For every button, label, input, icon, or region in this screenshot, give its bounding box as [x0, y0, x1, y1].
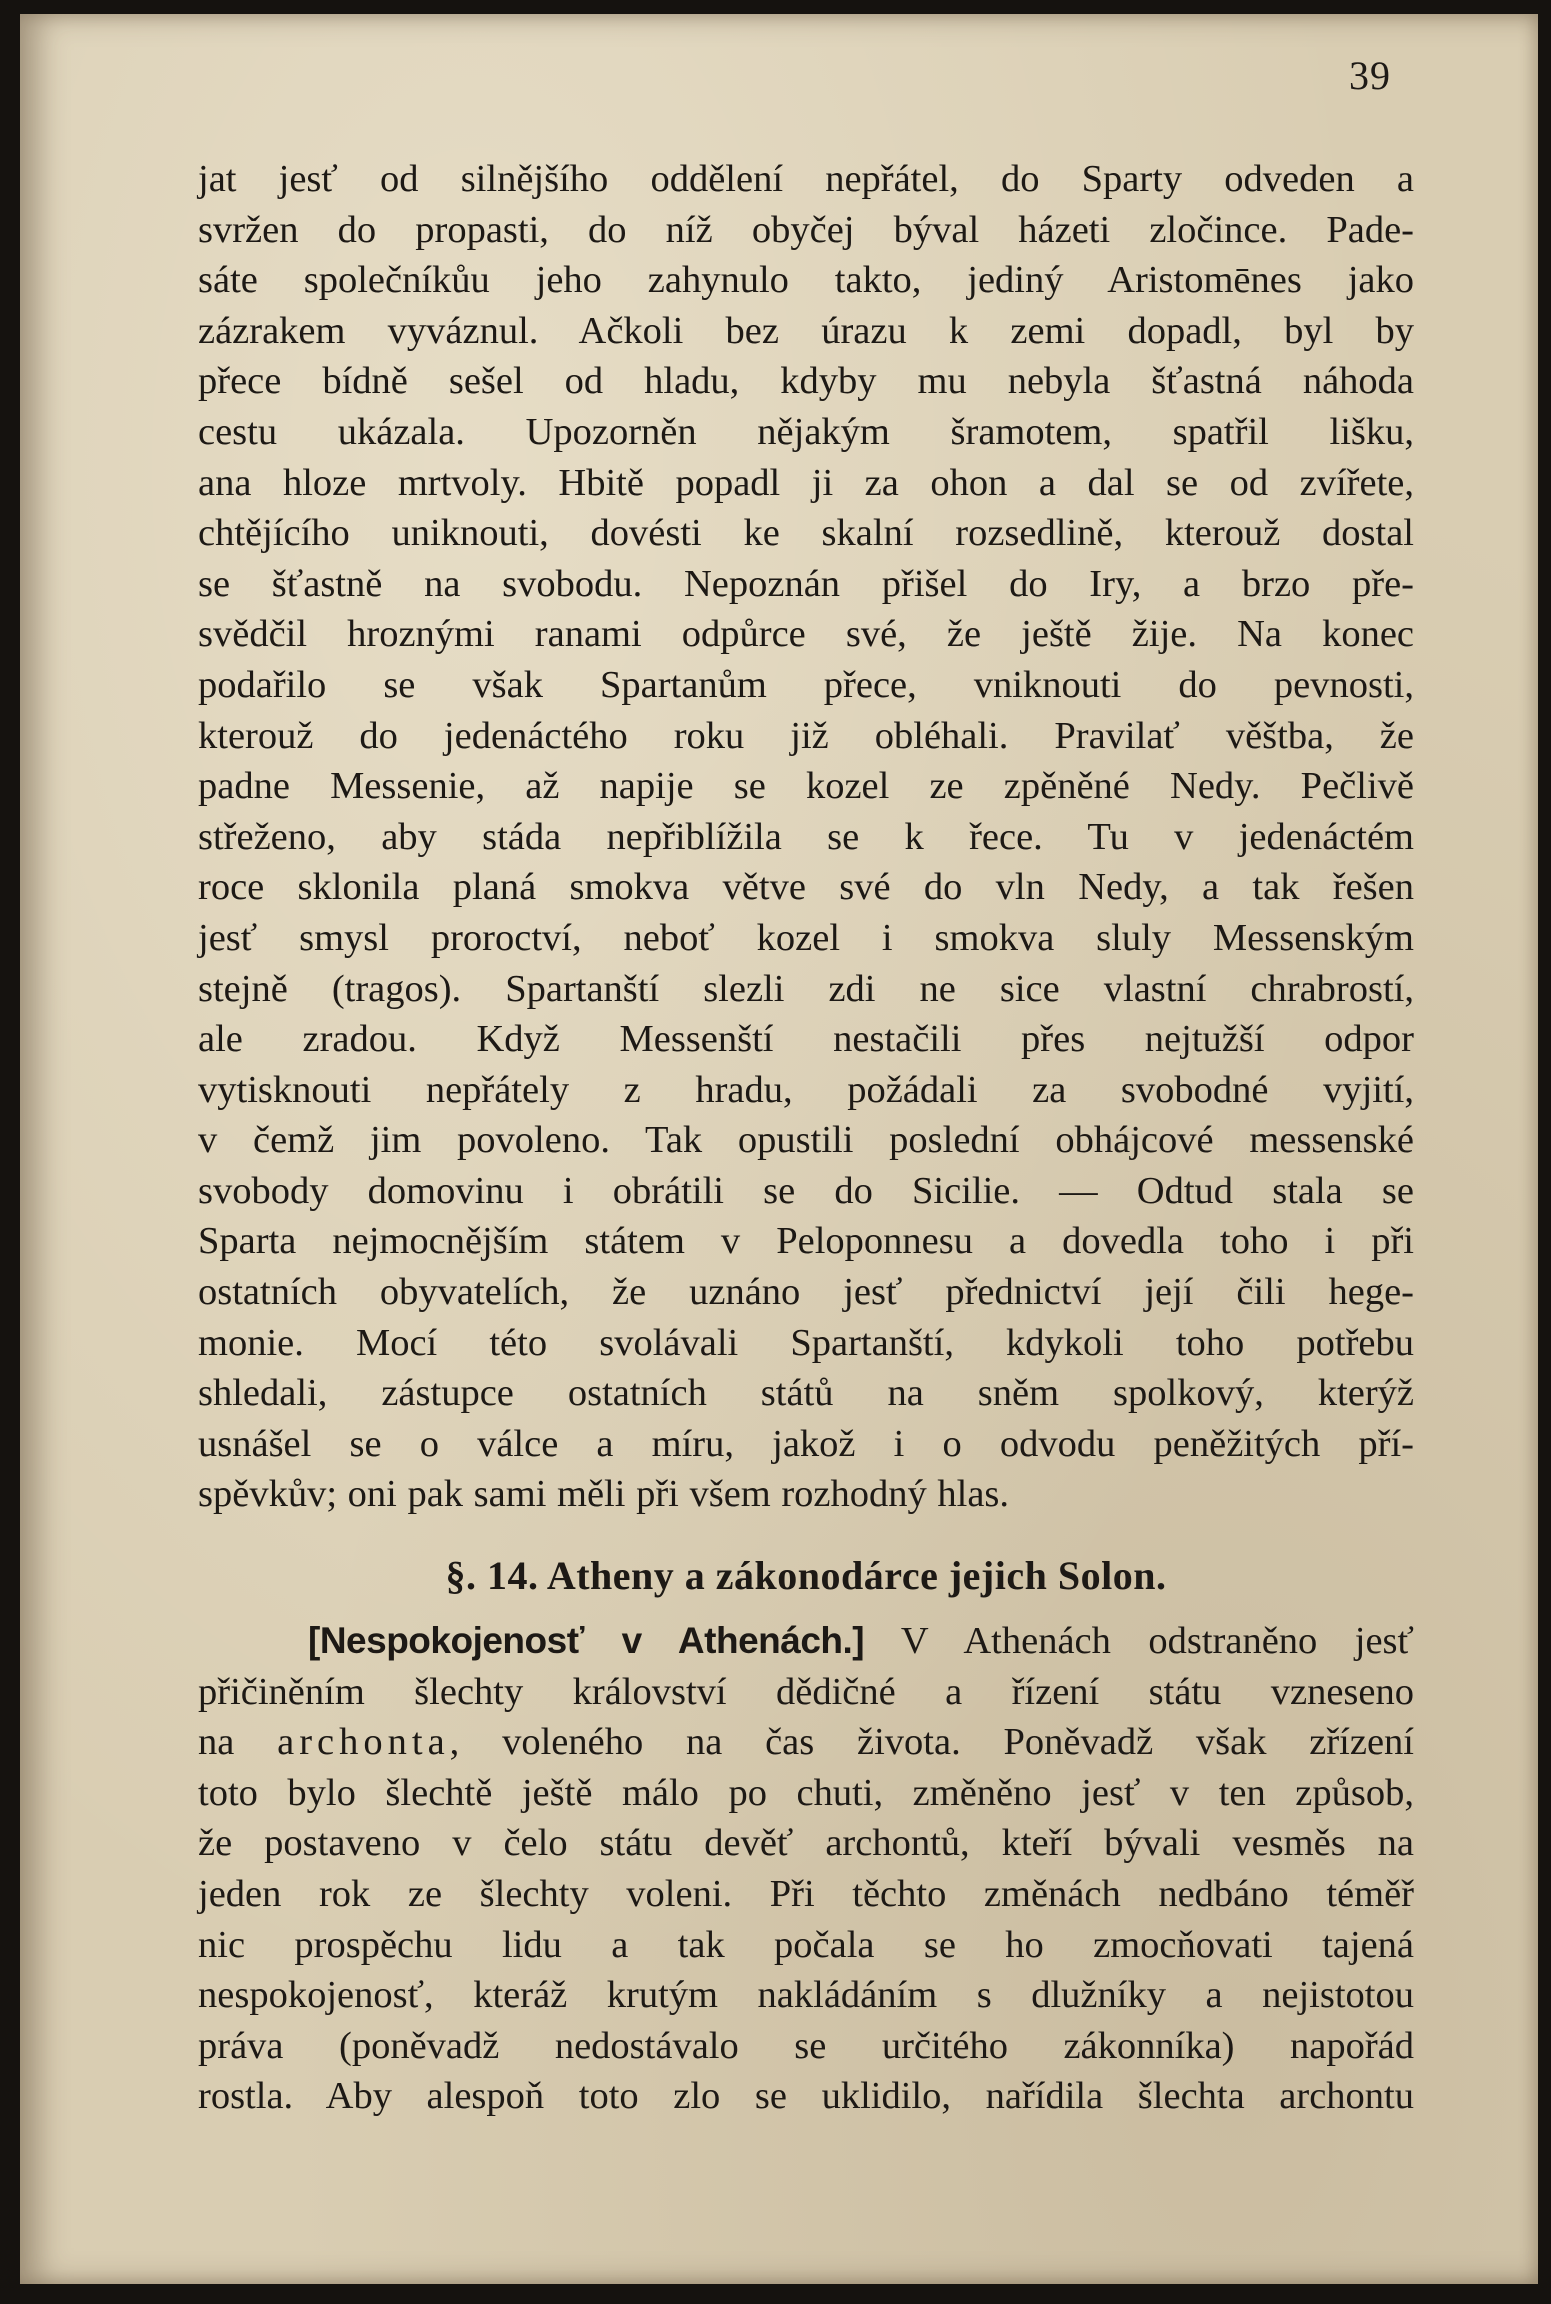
- section-heading: §. 14. Atheny a zákonodárce jejich Solon.: [445, 1553, 1167, 1599]
- paragraph-athens: [198, 1616, 1414, 2122]
- text-line-first: [198, 1616, 1414, 1667]
- text-fragment: na: [198, 1721, 278, 1764]
- text-line: padne Messenie, až napije se kozel ze zpěněné Nedy. Pečlivě: [198, 765, 1414, 808]
- text-line: v čemž jim povoleno. Tak opustili poslední obhájcové messenské: [198, 1119, 1414, 1162]
- text-line: usnášel se o válce a míru, jakož i o odvodu peněžitých pří-: [198, 1422, 1414, 1465]
- text-line: střeženo, aby stáda nepřiblížila se k řece. Tu v jedenáctém: [198, 815, 1414, 858]
- text-line: chtějícího uniknouti, dovésti ke skalní rozsedlině, kterouž dostal: [198, 512, 1414, 555]
- text-line: kterouž do jedenáctého roku již obléhali. Pravilať věštba, že: [198, 714, 1414, 757]
- text-line: podařilo se však Spartanům přece, vniknouti do pevnosti,: [198, 663, 1414, 706]
- text-line: přece bídně sešel od hladu, kdyby mu nebyla šťastná náhoda: [198, 360, 1414, 403]
- text-fragment: V Athenách odstraněno jesť: [864, 1620, 1414, 1663]
- text-line: vytisknouti nepřátely z hradu, požádali za svobodné vyjití,: [198, 1068, 1414, 1111]
- emphasized-term: archonta: [277, 1721, 450, 1764]
- text-line: svědčil hroznými ranami odpůrce své, že ještě žije. Na konec: [198, 613, 1414, 656]
- text-line: přičiněním šlechty království dědičné a řízení státu vzneseno: [198, 1670, 1414, 1713]
- text-line: nespokojenosť, kteráž krutým nakládáním s dlužníky a nejistotou: [198, 1974, 1414, 2017]
- text-line: svržen do propasti, do níž obyčej býval házeti zločince. Pade-: [198, 208, 1414, 251]
- text-line: toto bylo šlechtě ještě málo po chuti, změněno jesť v ten způsob,: [198, 1771, 1414, 1814]
- text-line: cestu ukázala. Upozorněn nějakým šramotem, spatřil lišku,: [198, 410, 1414, 453]
- side-label: [Nespokojenosť v Athenách.]: [308, 1620, 865, 1662]
- paragraph-aristomenes: [198, 154, 1414, 1520]
- text-line: zázrakem vyváznul. Ačkoli bez úrazu k zemi dopadl, byl by: [198, 309, 1414, 352]
- text-line: nic prospěchu lidu a tak počala se ho zmocňovati tajená: [198, 1923, 1414, 1966]
- text-line: že postaveno v čelo státu devěť archontů, kteří bývali vesměs na: [198, 1822, 1414, 1865]
- text-line: jat jesť od silnějšího oddělení nepřátel, do Sparty odveden a: [198, 158, 1414, 200]
- book-page: [20, 14, 1538, 2284]
- text-line: stejně (tragos). Spartanští slezli zdi ne sice vlastní chrabrostí,: [198, 967, 1414, 1010]
- text-line-archont: [198, 1717, 1414, 1768]
- text-line: jeden rok ze šlechty voleni. Při těchto změnách nedbáno téměř: [198, 1873, 1414, 1915]
- text-fragment: , voleného na čas života. Poněvadž však zřízení: [449, 1721, 1415, 1764]
- page-number: 39: [1349, 53, 1391, 98]
- page-text: [198, 154, 1414, 2122]
- text-line: jesť smysl proroctví, neboť kozel i smokva sluly Messenským: [198, 916, 1414, 959]
- text-line: práva (poněvadž nedostávalo se určitého zákonníka) napořád: [198, 2024, 1414, 2067]
- text-line: Sparta nejmocnějším státem v Peloponnesu a dovedla toho i při: [198, 1220, 1414, 1263]
- text-line: shledali, zástupce ostatních států na sněm spolkový, kterýž: [198, 1372, 1414, 1415]
- text-line: ale zradou. Když Messenští nestačili přes nejtužší odpor: [198, 1018, 1414, 1061]
- text-line: ostatních obyvatelích, že uznáno jesť přednictví její čili hege-: [198, 1271, 1414, 1314]
- text-line: ana hloze mrtvoly. Hbitě popadl ji za ohon a dal se od zvířete,: [198, 461, 1414, 504]
- text-line: spěvkův; oni pak sami měli při všem rozhodný hlas.: [198, 1473, 1010, 1516]
- text-line: monie. Mocí této svolávali Spartanští, kdykoli toho potřebu: [198, 1321, 1414, 1364]
- text-line: rostla. Aby alespoň toto zlo se uklidilo, nařídila šlechta archontu: [198, 2075, 1414, 2118]
- text-line: svobody domovinu i obrátili se do Sicilie. — Odtud stala se: [198, 1169, 1414, 1212]
- text-line: se šťastně na svobodu. Nepoznán přišel do Iry, a brzo pře-: [198, 562, 1414, 605]
- text-line: sáte společníkůu jeho zahynulo takto, jediný Aristomēnes jako: [198, 259, 1414, 302]
- text-line: roce sklonila planá smokva větve své do vln Nedy, a tak řešen: [198, 866, 1414, 909]
